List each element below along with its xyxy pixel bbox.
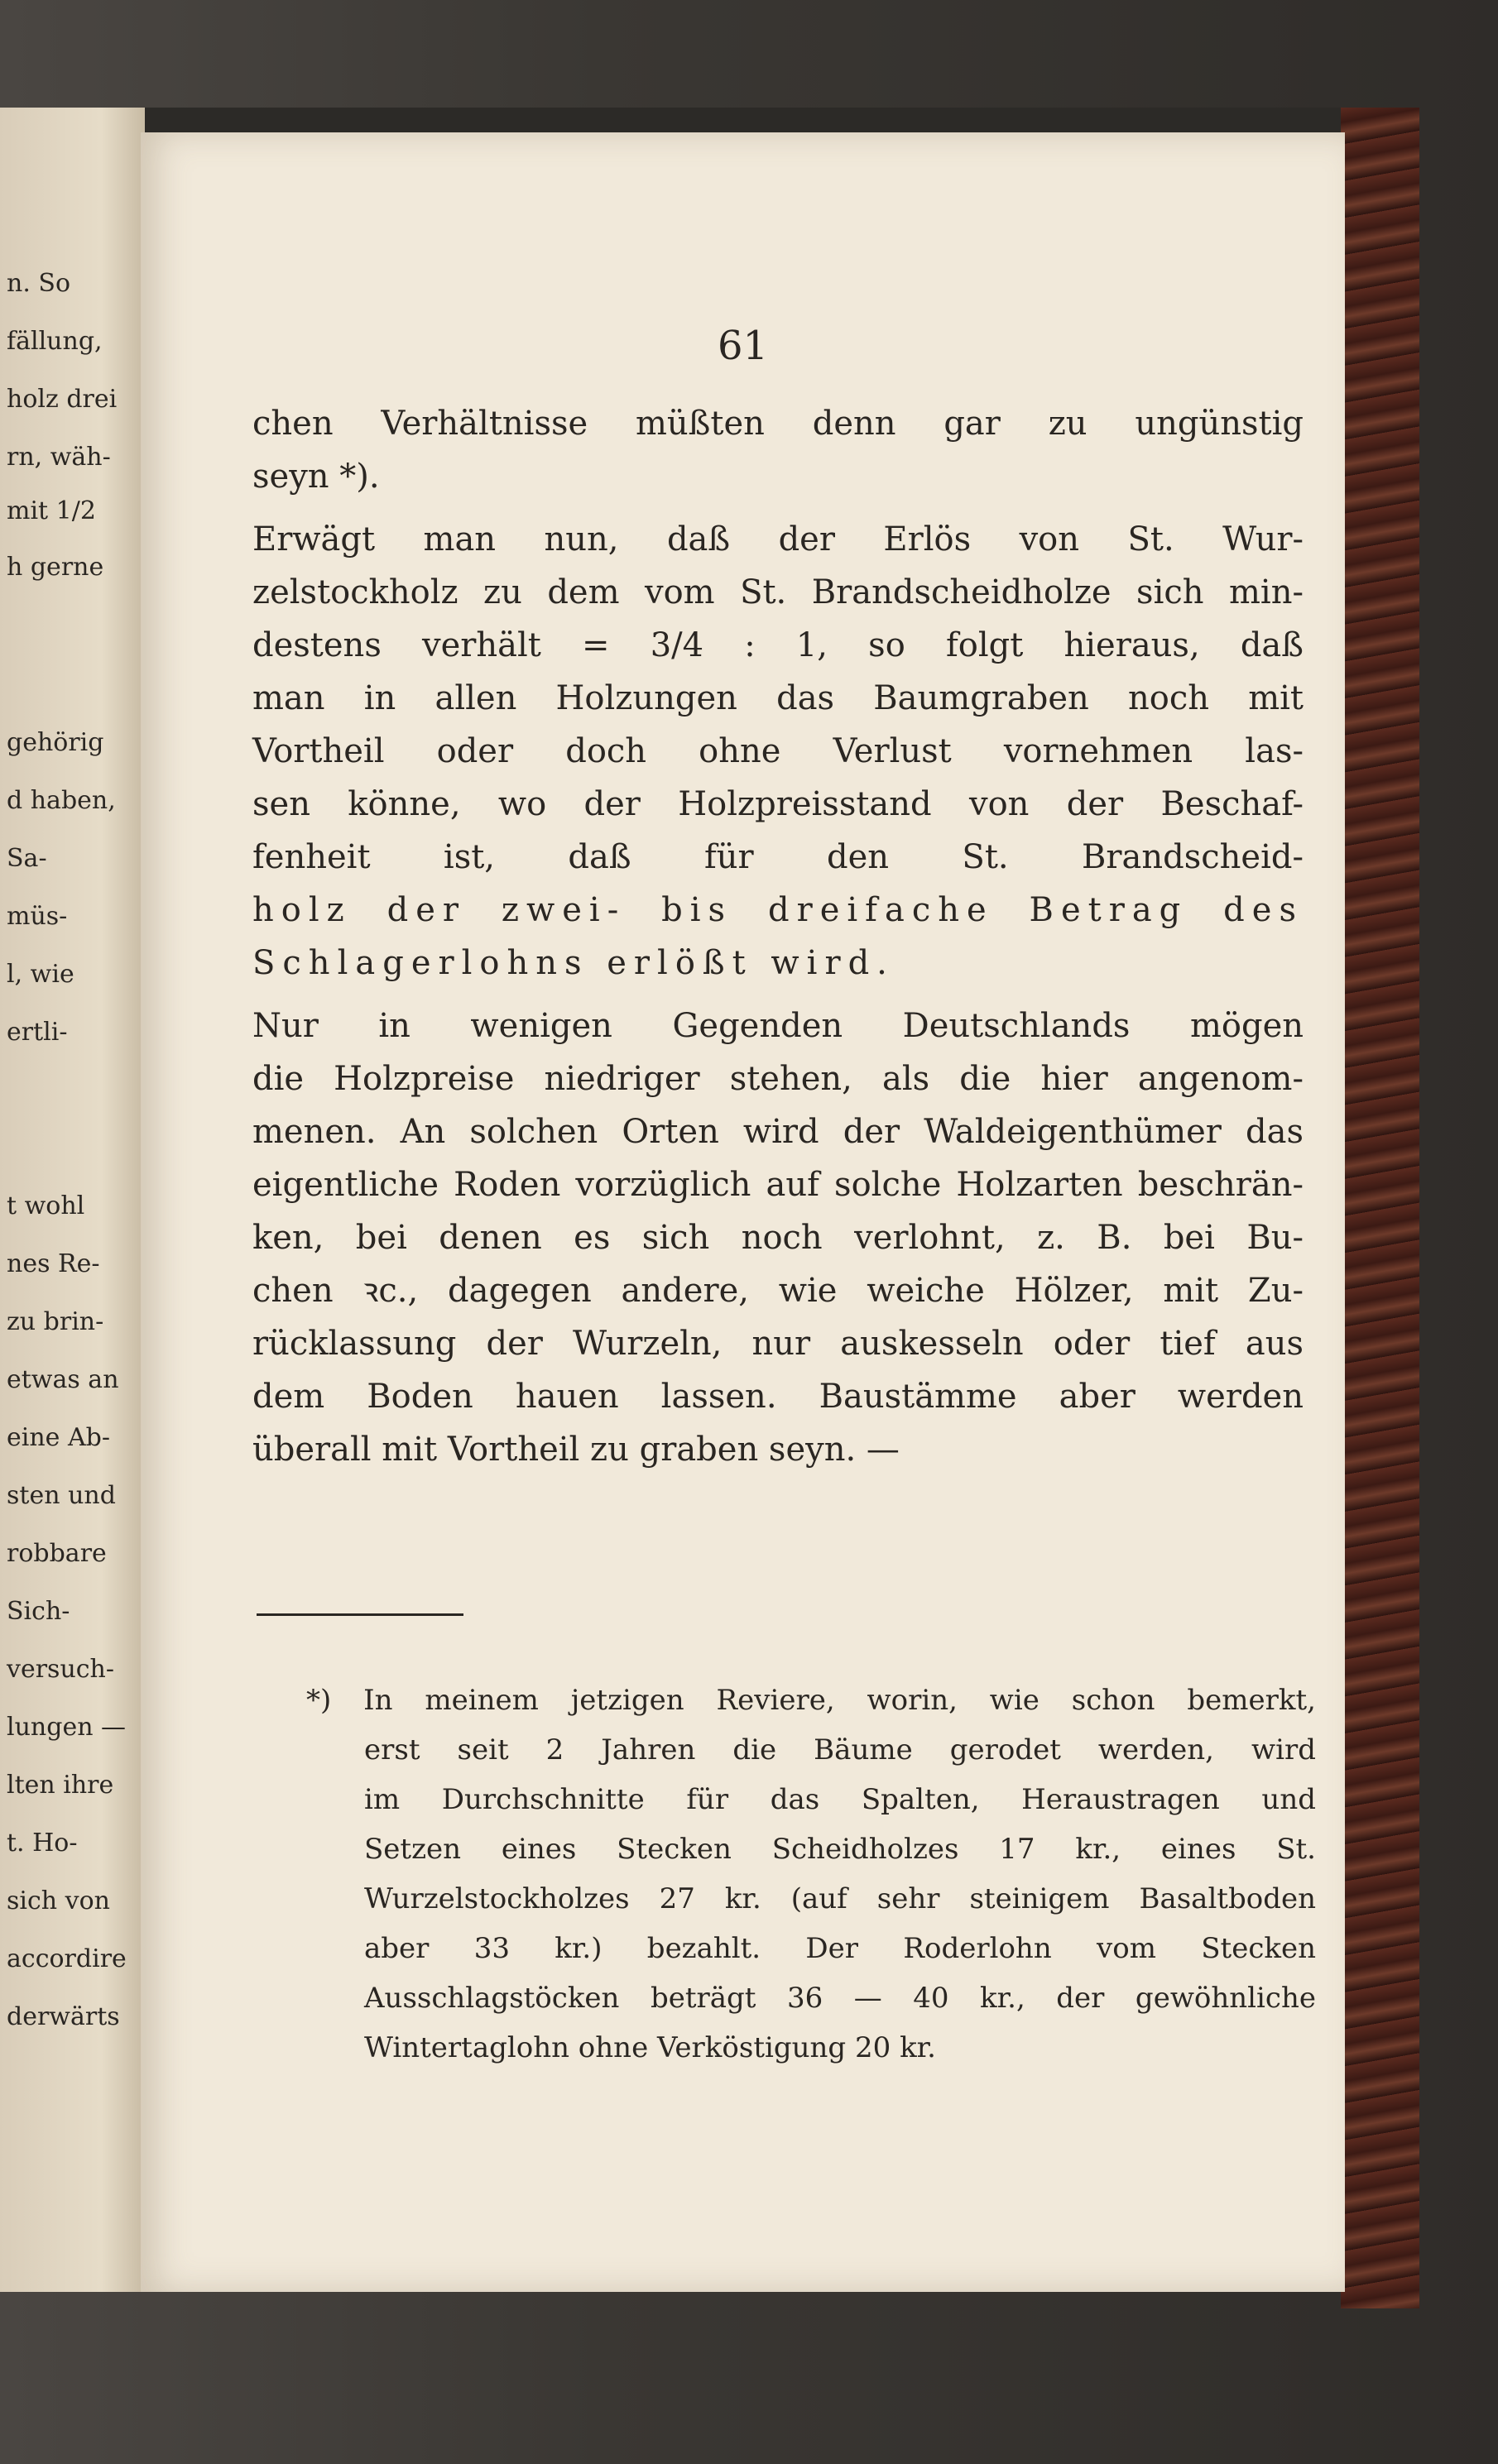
previous-page-fragment: derwärts bbox=[7, 2002, 120, 2031]
previous-page-fragment: d haben, bbox=[7, 786, 116, 815]
previous-page-fragment: accordire bbox=[7, 1944, 127, 1973]
previous-page-fragment: etwas an bbox=[7, 1365, 119, 1394]
book-page bbox=[141, 132, 1345, 2292]
footnote-rule bbox=[257, 1613, 463, 1616]
main-text bbox=[252, 397, 1304, 1476]
previous-page-fragment: ertli- bbox=[7, 1018, 68, 1047]
previous-page-fragment: Sa- bbox=[7, 844, 47, 873]
text-line: Nur in wenigen Gegenden Deutschlands mögen bbox=[252, 1007, 1304, 1045]
footnote-line: Setzen eines Stecken Scheidholzes 17 kr., eines St. bbox=[364, 1833, 1316, 1866]
previous-page-fragment: Sich- bbox=[7, 1597, 70, 1626]
previous-page-fragment: l, wie bbox=[7, 960, 74, 989]
text-line: ken, bei denen es sich noch verlohnt, z. B. bei Bu- bbox=[252, 1219, 1304, 1257]
text-line: rücklassung der Wurzeln, nur auskesseln oder tief aus bbox=[252, 1325, 1304, 1363]
previous-page-fragment: t. Ho- bbox=[7, 1829, 78, 1858]
previous-page-fragment: t wohl bbox=[7, 1191, 85, 1220]
text-line: menen. An solchen Orten wird der Waldeigenthümer das bbox=[252, 1113, 1304, 1151]
previous-page-fragment: müs- bbox=[7, 902, 68, 931]
previous-page-fragment: zu brin- bbox=[7, 1307, 104, 1336]
text-line: chen ꝛc., dagegen andere, wie weiche Hölzer, mit Zu- bbox=[252, 1272, 1304, 1310]
text-line: Vortheil oder doch ohne Verlust vornehmen las- bbox=[252, 732, 1304, 770]
previous-page-fragment: fällung, bbox=[7, 327, 103, 356]
previous-page-fragment: sich von bbox=[7, 1886, 110, 1915]
text-line: dem Boden hauen lassen. Baustämme aber werden bbox=[252, 1378, 1304, 1416]
previous-page-fragment: h gerne bbox=[7, 553, 104, 582]
text-line: man in allen Holzungen das Baumgraben noch mit bbox=[252, 679, 1304, 717]
previous-page-fragment: robbare bbox=[7, 1539, 107, 1568]
text-line: destens verhält = 3/4 : 1, so folgt hieraus, daß bbox=[252, 626, 1304, 664]
previous-page-fragment: eine Ab- bbox=[7, 1423, 110, 1452]
previous-page-fragment: n. So bbox=[7, 269, 71, 298]
footnote-line: Ausschlagstöcken beträgt 36 — 40 kr., der gewöhnliche bbox=[364, 1982, 1316, 2015]
text-line: zelstockholz zu dem vom St. Brandscheidholze sich min- bbox=[252, 573, 1304, 611]
footnote-line: Wintertaglohn ohne Verköstigung 20 kr. bbox=[364, 2031, 936, 2064]
previous-page-fragment: versuch- bbox=[7, 1655, 115, 1684]
book-cover-marbled bbox=[1341, 108, 1419, 2308]
previous-page-fragment: holz drei bbox=[7, 385, 118, 414]
footnote-line: im Durchschnitte für das Spalten, Heraustragen und bbox=[364, 1783, 1316, 1816]
footnote-line: Wurzelstockholzes 27 kr. (auf sehr steinigem Basaltboden bbox=[364, 1882, 1316, 1915]
previous-page-fragment: lten ihre bbox=[7, 1771, 114, 1800]
text-line: Erwägt man nun, daß der Erlös von St. Wur- bbox=[252, 520, 1304, 558]
footnote bbox=[306, 1675, 1316, 2073]
previous-page-fragment: gehörig bbox=[7, 728, 104, 757]
previous-page-fragment: nes Re- bbox=[7, 1249, 100, 1278]
footnote-line: aber 33 kr.) bezahlt. Der Roderlohn vom Stecken bbox=[364, 1932, 1316, 1965]
previous-page-fragment: rn, wäh- bbox=[7, 443, 111, 472]
text-line: chen Verhältnisse müßten denn gar zu ungünstig bbox=[252, 405, 1304, 443]
text-line: sen könne, wo der Holzpreisstand von der Beschaf- bbox=[252, 785, 1304, 823]
page-number: 61 bbox=[717, 323, 769, 369]
text-line: fenheit ist, daß für den St. Brandscheid- bbox=[252, 838, 1304, 876]
footnote-line: *) In meinem jetzigen Reviere, worin, wie schon bemerkt, bbox=[306, 1684, 1316, 1717]
text-line: überall mit Vortheil zu graben seyn. — bbox=[252, 1431, 900, 1469]
footnote-line: erst seit 2 Jahren die Bäume gerodet werden, wird bbox=[364, 1733, 1316, 1767]
text-line: holz der zwei- bis dreifache Betrag des bbox=[252, 891, 1304, 929]
previous-page-edge bbox=[0, 108, 145, 2292]
text-line: Schlagerlohns erlößt wird. bbox=[252, 944, 895, 982]
previous-page-fragment: sten und bbox=[7, 1481, 116, 1510]
previous-page-fragment: mit 1/2 bbox=[7, 496, 96, 525]
text-line: eigentliche Roden vorzüglich auf solche Holzarten beschrän- bbox=[252, 1166, 1304, 1204]
previous-page-fragment: lungen — bbox=[7, 1713, 127, 1742]
text-line: die Holzpreise niedriger stehen, als die hier angenom- bbox=[252, 1060, 1304, 1098]
text-line: seyn *). bbox=[252, 458, 380, 496]
